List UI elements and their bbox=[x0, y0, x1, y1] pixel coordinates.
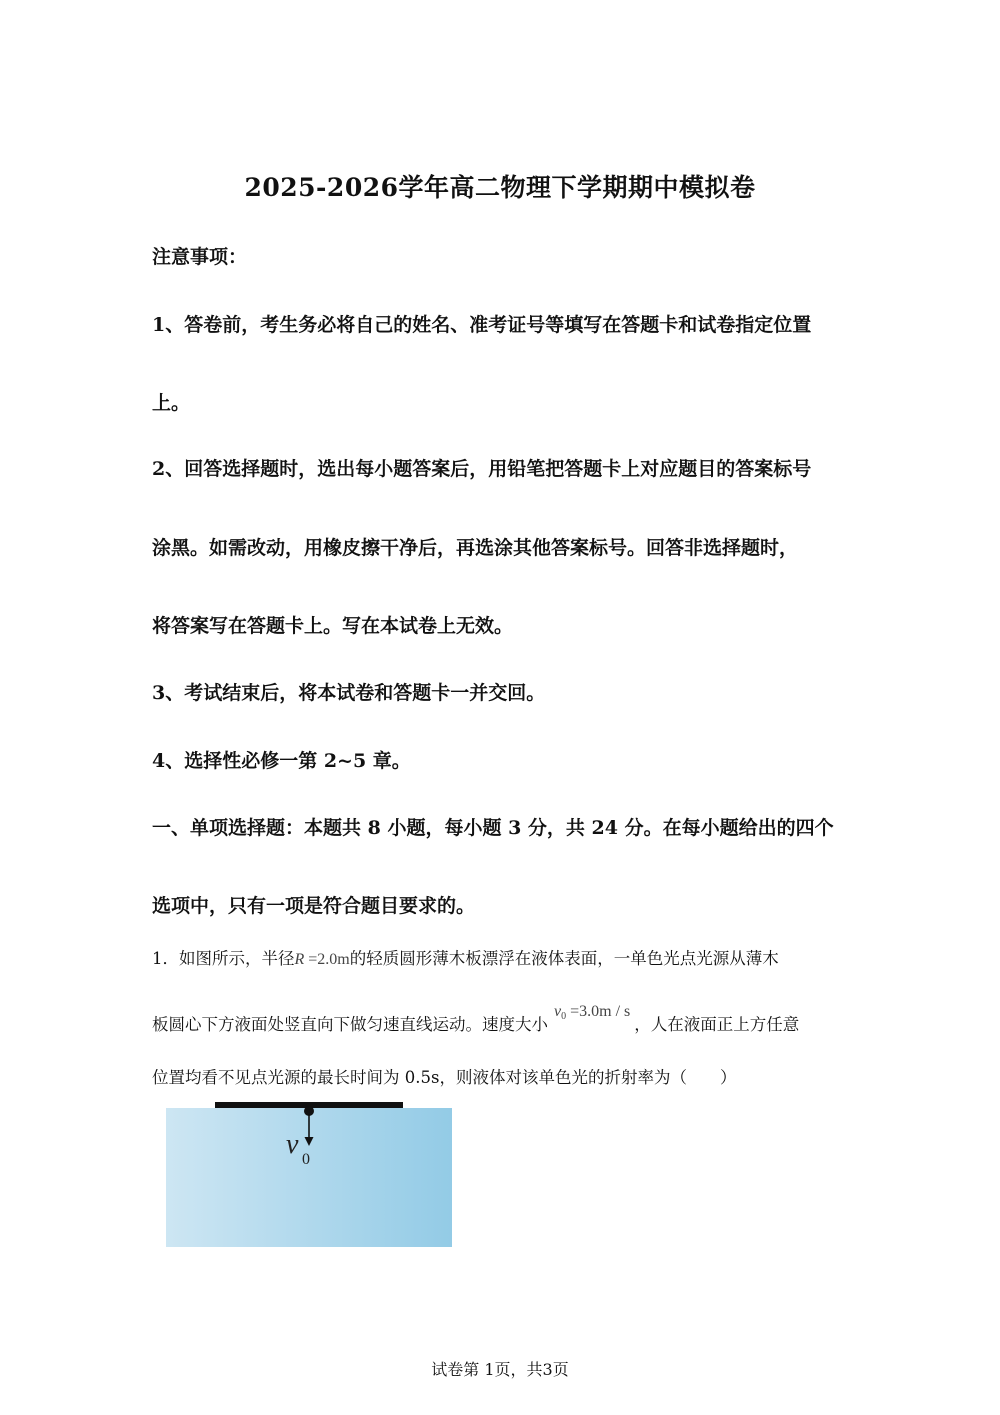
notice-line: 将答案写在答题卡上。写在本试卷上无效。 bbox=[152, 615, 514, 637]
notice-line: 2、回答选择题时，选出每小题答案后，用铅笔把答题卡上对应题目的答案标号 bbox=[152, 458, 812, 480]
notice-line: 1、答卷前，考生务必将自己的姓名、准考证号等填写在答题卡和试卷指定位置 bbox=[152, 314, 812, 336]
notice-line: 3、考试结束后，将本试卷和答题卡一并交回。 bbox=[152, 682, 546, 704]
question-text: ，人在液面正上方任意 bbox=[634, 1015, 800, 1034]
question-text: 1．如图所示，半径 bbox=[152, 949, 295, 968]
page-footer: 试卷第 1页，共3页 bbox=[431, 1360, 569, 1379]
notice-heading: 注意事项： bbox=[152, 246, 248, 268]
question-1-line-1 bbox=[152, 948, 852, 971]
velocity-label-subscript: 0 bbox=[302, 1151, 310, 1168]
section-heading-line: 一、单项选择题：本题共 8 小题，每小题 3 分，共 24 分。在每小题给出的四个 bbox=[152, 817, 834, 839]
notice-line: 上。 bbox=[152, 392, 191, 414]
question-text: 的轻质圆形薄木板漂浮在液体表面，一单色光点光源从薄木 bbox=[349, 949, 779, 968]
math-radius: R =2.0m bbox=[294, 951, 350, 968]
notice-line: 涂黑。如需改动，用橡皮擦干净后，再选涂其他答案标号。回答非选择题时， bbox=[152, 537, 799, 559]
math-velocity: $v_0 =3.0m / s$ bbox=[554, 1003, 631, 1022]
question-1-line-2 bbox=[152, 1003, 852, 1042]
question-text: 板圆心下方液面处竖直向下做匀速直线运动。速度大小 bbox=[152, 1015, 548, 1034]
page-title: 2025-2026学年高二物理下学期期中模拟卷 bbox=[244, 173, 756, 202]
question-1-figure bbox=[165, 1100, 455, 1250]
notice-line: 4、选择性必修一第 2~5 章。 bbox=[152, 750, 411, 772]
question-1-line-3: 位置均看不见点光源的最长时间为 0.5s，则液体对该单色光的折射率为（ ） bbox=[152, 1068, 737, 1087]
velocity-label: v bbox=[286, 1129, 299, 1160]
section-heading-line: 选项中，只有一项是符合题目要求的。 bbox=[152, 895, 476, 917]
